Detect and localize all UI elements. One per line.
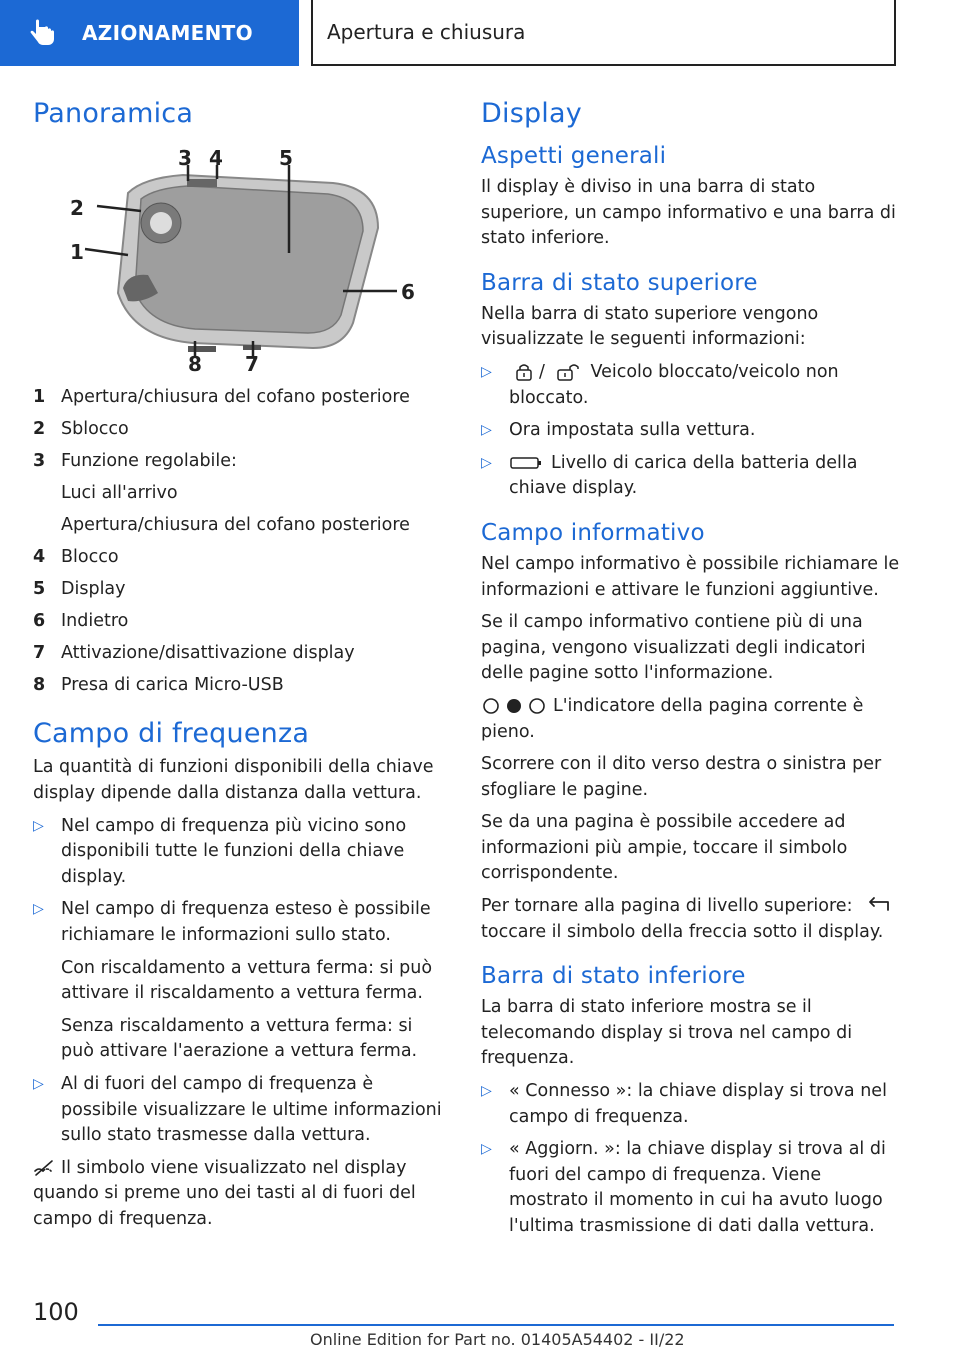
- footer-divider: [98, 1324, 894, 1326]
- chapter-title: Apertura e chiusura: [327, 20, 526, 44]
- page-indicator-icon: [481, 696, 547, 716]
- legend-sub-item: Apertura/chiusura del cofano posteriore: [61, 514, 410, 535]
- callout-2: 2: [70, 196, 84, 220]
- legend-item: 4 Blocco: [33, 546, 119, 567]
- section-label: AZIONAMENTO: [82, 21, 253, 45]
- callout-3: 3: [178, 146, 192, 170]
- bottom-bar-text: La barra di stato inferiore mostra se il telecomando display si trova nel campo di frequenza.: [481, 997, 853, 1069]
- info-text-3: Scorrere con il dito verso destra o sinistra per sfogliare le pagine.: [481, 754, 882, 800]
- back-arrow-icon: [864, 896, 894, 916]
- triangle-right-icon: ▷: [481, 1083, 492, 1100]
- triangle-right-icon: ▷: [481, 1141, 492, 1158]
- page-header: [0, 0, 960, 66]
- top-bar-text: Nella barra di stato superiore vengono visualizzate le seguenti informazioni:: [481, 303, 819, 350]
- legend-item: 6 Indietro: [33, 610, 129, 631]
- bullet-item: ▷ « Connesso »: la chiave display si trova nel campo di frequenza.: [481, 1079, 901, 1130]
- bullet-item: ▷ « Aggiorn. »: la chiave display si trova al di fuori del campo di frequenza. Viene mostrato il momento in cui ha avuto luogo l'ultima trasmissione di dati dalla vettura.: [481, 1137, 901, 1239]
- bmw-logo-inner: [150, 212, 172, 234]
- callout-8: 8: [188, 352, 202, 373]
- triangle-right-icon: ▷: [481, 454, 492, 471]
- legend-item: 1 Apertura/chiusura del cofano posteriore: [33, 387, 410, 407]
- bullet-item: ▷ Nel campo di frequenza esteso è possibile richiamare le informazioni sullo stato.: [33, 897, 443, 948]
- triangle-right-icon: ▷: [33, 1075, 44, 1092]
- top-bar-bullets: [481, 360, 901, 502]
- bullet-continuation: Con riscaldamento a vettura ferma: si può attivare il riscaldamento a vettura ferma.: [61, 957, 433, 1004]
- key-figure: [33, 143, 443, 373]
- info-text-2: Se il campo informativo contiene più di una pagina, vengono visualizzati degli indicatori delle pagine sotto l'informazione.: [481, 612, 866, 684]
- lock-closed-icon: [513, 362, 535, 382]
- bottom-bar-heading: Barra di stato inferiore: [481, 963, 746, 990]
- slash-separator: /: [539, 361, 545, 382]
- range-bullets: [33, 814, 443, 949]
- range-heading: Campo di frequenza: [33, 718, 310, 750]
- info-heading: Campo informativo: [481, 519, 705, 546]
- legend-item: 3 Funzione regolabile:: [33, 450, 237, 471]
- triangle-right-icon: ▷: [33, 817, 44, 834]
- display-key-illustration: [33, 143, 443, 373]
- legend-list: [33, 385, 443, 698]
- chapter-title-box: [311, 0, 896, 66]
- triangle-right-icon: ▷: [481, 363, 492, 380]
- battery-icon: [509, 455, 543, 471]
- pointing-hand-icon: [28, 18, 58, 48]
- info-text-1: Nel campo informativo è possibile richiamare le informazioni e attivare le funzioni aggiuntive.: [481, 553, 900, 600]
- legend-item: 8 Presa di carica Micro-USB: [33, 674, 284, 695]
- info-dots: L'indicatore della pagina corrente è pieno.: [481, 695, 864, 742]
- symbol-note: Il simbolo viene visualizzato nel display quando si preme uno dei tasti al di fuori del campo di frequenza.: [33, 1157, 416, 1229]
- bottom-bar-bullets: [481, 1079, 901, 1240]
- overview-heading: Panoramica: [33, 98, 194, 129]
- display-heading: Display: [481, 98, 582, 129]
- out-of-range-icon: [33, 1159, 55, 1177]
- general-heading: Aspetti generali: [481, 143, 667, 169]
- callout-1: 1: [70, 240, 84, 264]
- callout-5: 5: [279, 146, 293, 170]
- general-text: Il display è diviso in una barra di stato superiore, un campo informativo e una barra di stato inferiore.: [481, 177, 896, 249]
- legend-item: 2 Sblocco: [33, 418, 129, 439]
- right-column: [481, 98, 901, 1247]
- legend-item: 7 Attivazione/disattivazione display: [33, 642, 355, 663]
- bullet-item: ▷ Al di fuori del campo di frequenza è possibile visualizzare le ultime informazioni sullo stato trasmesse dalla vettura.: [33, 1072, 443, 1149]
- bullet-item: ▷ Livello di carica della batteria della chiave display.: [481, 451, 901, 502]
- top-bar-heading: Barra di stato superiore: [481, 269, 758, 296]
- bullet-continuation: Senza riscaldamento a vettura ferma: si può attivare l'aerazione a vettura ferma.: [61, 1015, 418, 1062]
- function-button: [187, 179, 217, 187]
- left-column: [33, 98, 443, 1240]
- triangle-right-icon: ▷: [33, 901, 44, 918]
- lock-open-icon: [556, 362, 582, 382]
- legend-sub-item: Luci all'arrivo: [61, 482, 178, 503]
- bullet-item: ▷ Nel campo di frequenza più vicino sono disponibili tutte le funzioni della chiave display.: [33, 814, 443, 891]
- callout-6: 6: [401, 280, 415, 304]
- range-intro: La quantità di funzioni disponibili della chiave display dipende dalla distanza dalla vettura.: [33, 757, 434, 804]
- info-text-5: Per tornare alla pagina di livello superiore: toccare il simbolo della freccia sotto il display.: [481, 894, 901, 945]
- page-number: 100: [33, 1298, 79, 1326]
- footer-edition: Online Edition for Part no. 01405A54402 - II/22: [310, 1330, 685, 1349]
- bullet-item: ▷ / Veicolo bloccato/veicolo non bloccato.: [481, 360, 901, 411]
- legend-item: 5 Display: [33, 578, 126, 599]
- callout-4: 4: [209, 146, 223, 170]
- info-text-4: Se da una pagina è possibile accedere ad informazioni più ampie, toccare il simbolo corrispondente.: [481, 812, 848, 884]
- triangle-right-icon: ▷: [481, 422, 492, 439]
- callout-7: 7: [245, 352, 259, 373]
- bullet-item: ▷ Ora impostata sulla vettura.: [481, 418, 901, 444]
- section-tab: [0, 0, 299, 66]
